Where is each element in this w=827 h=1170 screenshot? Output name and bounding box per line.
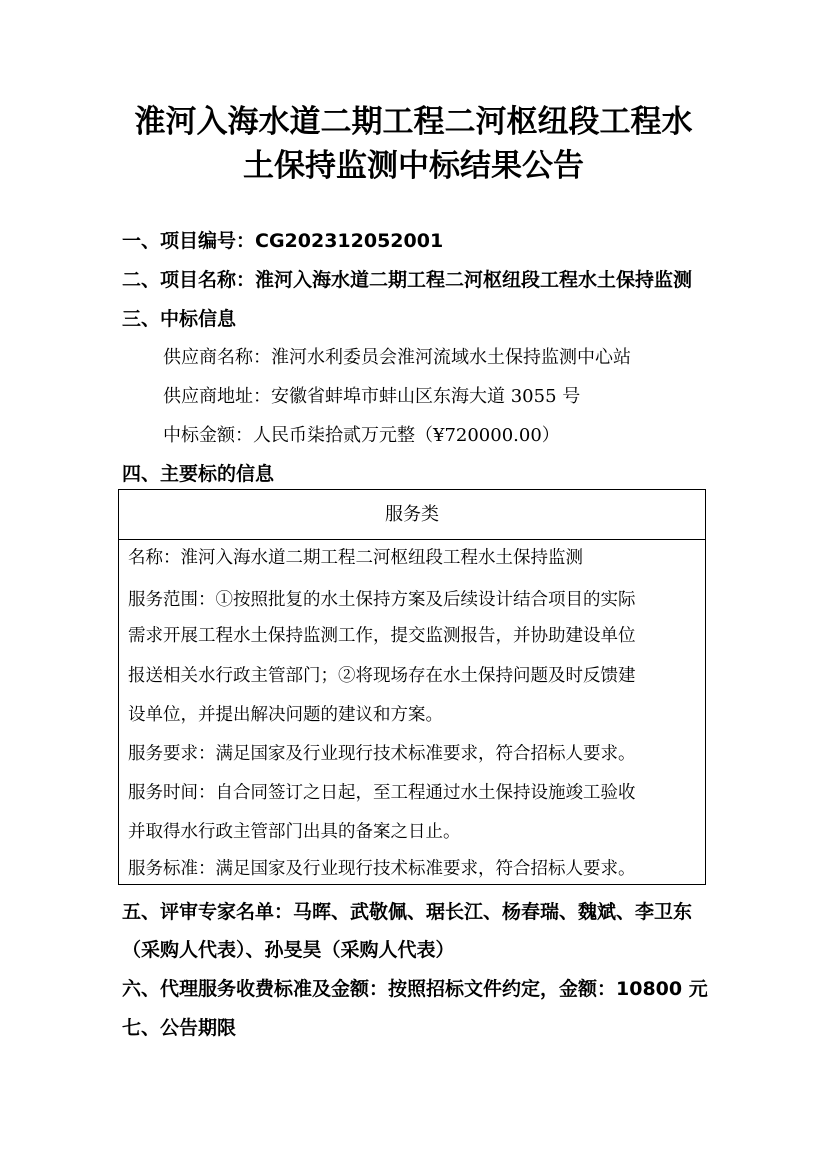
title-line-1: 淮河入海水道二期工程二河枢纽段工程水: [134, 104, 693, 140]
table-row: 并取得水行政主管部门出具的备案之日止。: [128, 822, 461, 842]
section-project-number: 一、项目编号：CG202312052001: [122, 230, 444, 252]
table-row: 报送相关水行政主管部门；②将现场存在水土保持问题及时反馈建: [128, 666, 636, 686]
table-row: 服务标准：满足国家及行业现行技术标准要求，符合招标人要求。: [128, 859, 636, 879]
table-row: 需求开展工程水土保持监测工作，提交监测报告，并协助建设单位: [128, 626, 636, 646]
section-main-subject: 四、主要标的信息: [122, 463, 275, 485]
subject-info-table: [118, 489, 706, 885]
table-row: 设单位，并提出解决问题的建议和方案。: [128, 705, 443, 725]
supplier-name: 供应商名称：淮河水利委员会淮河流域水土保持监测中心站: [163, 347, 631, 368]
section-notice-period: 七、公告期限: [122, 1017, 237, 1039]
section-award-info: 三、中标信息: [122, 308, 237, 330]
table-row: 服务时间：自合同签订之日起，至工程通过水土保持设施竣工验收: [128, 783, 636, 803]
supplier-address: 供应商地址：安徽省蚌埠市蚌山区东海大道 3055 号: [163, 386, 581, 407]
table-row: 名称：淮河入海水道二期工程二河枢纽段工程水土保持监测: [128, 548, 583, 568]
section-agency-fee: 六、代理服务收费标准及金额：按照招标文件约定，金额：10800 元: [122, 978, 708, 1000]
document-title: [100, 100, 727, 188]
table-row: 服务要求：满足国家及行业现行技术标准要求，符合招标人要求。: [128, 744, 636, 764]
section-project-name: 二、项目名称：淮河入海水道二期工程二河枢纽段工程水土保持监测: [122, 269, 693, 291]
section-experts-cont: （采购人代表）、孙旻昊（采购人代表）: [122, 939, 455, 961]
bid-amount: 中标金额：人民币柒拾贰万元整（¥720000.00）: [163, 425, 560, 446]
table-header: 服务类: [119, 490, 705, 540]
title-line-2: 土保持监测中标结果公告: [243, 148, 584, 184]
table-row: 服务范围：①按照批复的水土保持方案及后续设计结合项目的实际: [128, 590, 636, 610]
section-experts: 五、评审专家名单：马晖、武敬佩、琚长江、杨春瑞、魏斌、李卫东: [122, 901, 693, 923]
